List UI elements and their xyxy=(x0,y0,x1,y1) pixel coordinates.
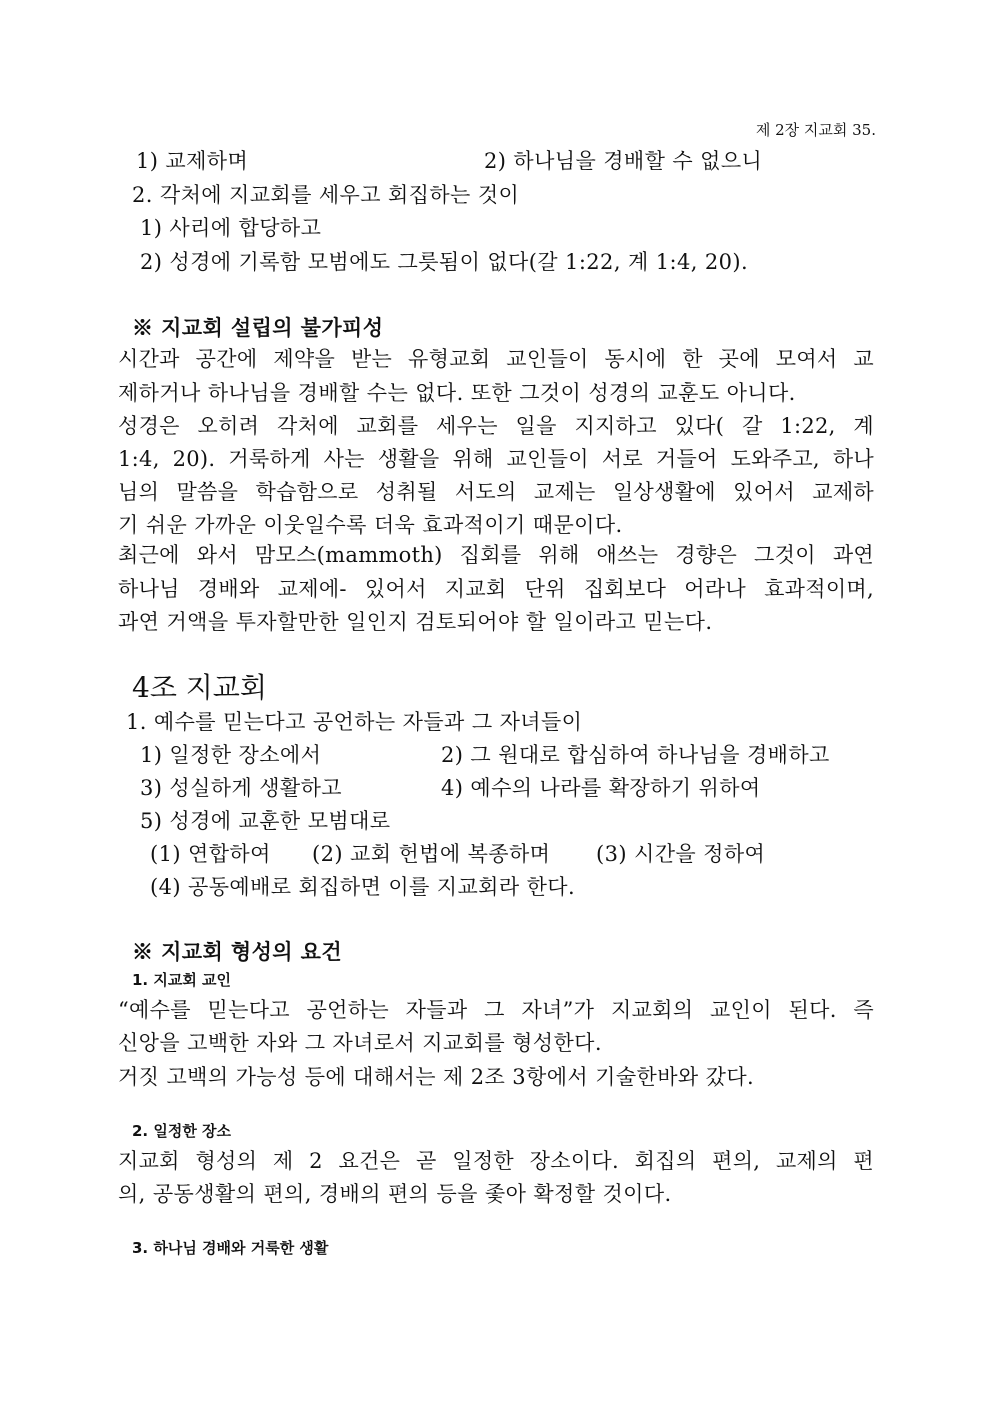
paragraph-line: 신앙을 고백한 자와 그 자녀로서 지교회를 형성한다. xyxy=(118,1031,602,1055)
paragraph-line: 기 쉬운 가까운 이웃일수록 더욱 효과적이기 때문이다. xyxy=(118,513,623,537)
paragraph-line: 의, 공동생활의 편의, 경배의 편의 등을 좇아 확정할 것이다. xyxy=(118,1182,672,1206)
list-item: 2) 하나님을 경배할 수 없으니 xyxy=(484,149,763,173)
sub-item: (2) 교회 헌법에 복종하며 xyxy=(312,842,551,866)
numbered-point: 2. 각처에 지교회를 세우고 회집하는 것이 xyxy=(132,183,520,207)
paragraph-line: “예수를 믿는다고 공언하는 자들과 그 자녀”가 지교회의 교인이 된다. 즉 xyxy=(118,998,874,1022)
paragraph-line: 시간과 공간에 제약을 받는 유형교회 교인들이 동시에 한 곳에 모여서 교 xyxy=(118,347,874,371)
paragraph-line: 과연 거액을 투자할만한 일인지 검토되어야 할 일이라고 믿는다. xyxy=(118,610,713,634)
subsection-heading: 2. 일정한 장소 xyxy=(132,1122,232,1140)
numbered-point: 1. 예수를 믿는다고 공언하는 자들과 그 자녀들이 xyxy=(126,710,583,734)
sub-item: (1) 연합하여 xyxy=(150,842,271,866)
list-item: 5) 성경에 교훈한 모범대로 xyxy=(140,809,391,833)
list-item: 1) 교제하며 xyxy=(136,149,249,173)
sub-item: (4) 공동예배로 회집하면 이를 지교회라 한다. xyxy=(150,875,576,899)
paragraph-line: 성경은 오히려 각처에 교회를 세우는 일을 지지하고 있다( 갈 1:22, 계 xyxy=(118,414,874,438)
paragraph-line: 하나님 경배와 교제에- 있어서 지교회 단위 집회보다 어라나 효과적이며, xyxy=(118,577,874,601)
paragraph-line: 1:4, 20). 거룩하게 사는 생활을 위해 교인들이 서로 거들어 도와주고, 하나 xyxy=(118,447,874,471)
list-item: 4) 예수의 나라를 확장하기 위하여 xyxy=(441,776,761,800)
section-heading: ※ 지교회 형성의 요건 xyxy=(132,939,343,964)
list-item: 1) 일정한 장소에서 xyxy=(140,743,322,767)
paragraph-line: 거짓 고백의 가능성 등에 대해서는 제 2조 3항에서 기술한바와 갔다. xyxy=(118,1065,755,1089)
section-heading: ※ 지교회 설립의 불가피성 xyxy=(132,315,384,340)
sub-item: (3) 시간을 정하여 xyxy=(596,842,766,866)
paragraph-line: 제하거나 하나님을 경배할 수는 없다. 또한 그것이 성경의 교훈도 아니다. xyxy=(118,381,796,405)
list-item: 1) 사리에 합당하고 xyxy=(140,216,322,240)
subsection-heading: 1. 지교회 교인 xyxy=(132,971,232,989)
paragraph-line: 지교회 형성의 제 2 요건은 곧 일정한 장소이다. 회집의 편의, 교제의 편 xyxy=(118,1149,874,1173)
article-title: 4조 지교회 xyxy=(132,671,267,704)
paragraph-line: 최근에 와서 맘모스(mammoth) 집회를 위해 애쓰는 경향은 그것이 과연 xyxy=(118,543,874,567)
subsection-heading: 3. 하나님 경배와 거룩한 생활 xyxy=(132,1239,329,1257)
list-item: 2) 성경에 기록함 모범에도 그릇됨이 없다(갈 1:22, 계 1:4, 20). xyxy=(140,250,749,274)
paragraph-line: 님의 말씀을 학습함으로 성취될 서도의 교제는 일상생활에 있어서 교제하 xyxy=(118,480,874,504)
running-header: 제 2장 지교회 35. xyxy=(755,121,876,139)
list-item: 3) 성실하게 생활하고 xyxy=(140,776,342,800)
list-item: 2) 그 원대로 합심하여 하나님을 경배하고 xyxy=(441,743,830,767)
